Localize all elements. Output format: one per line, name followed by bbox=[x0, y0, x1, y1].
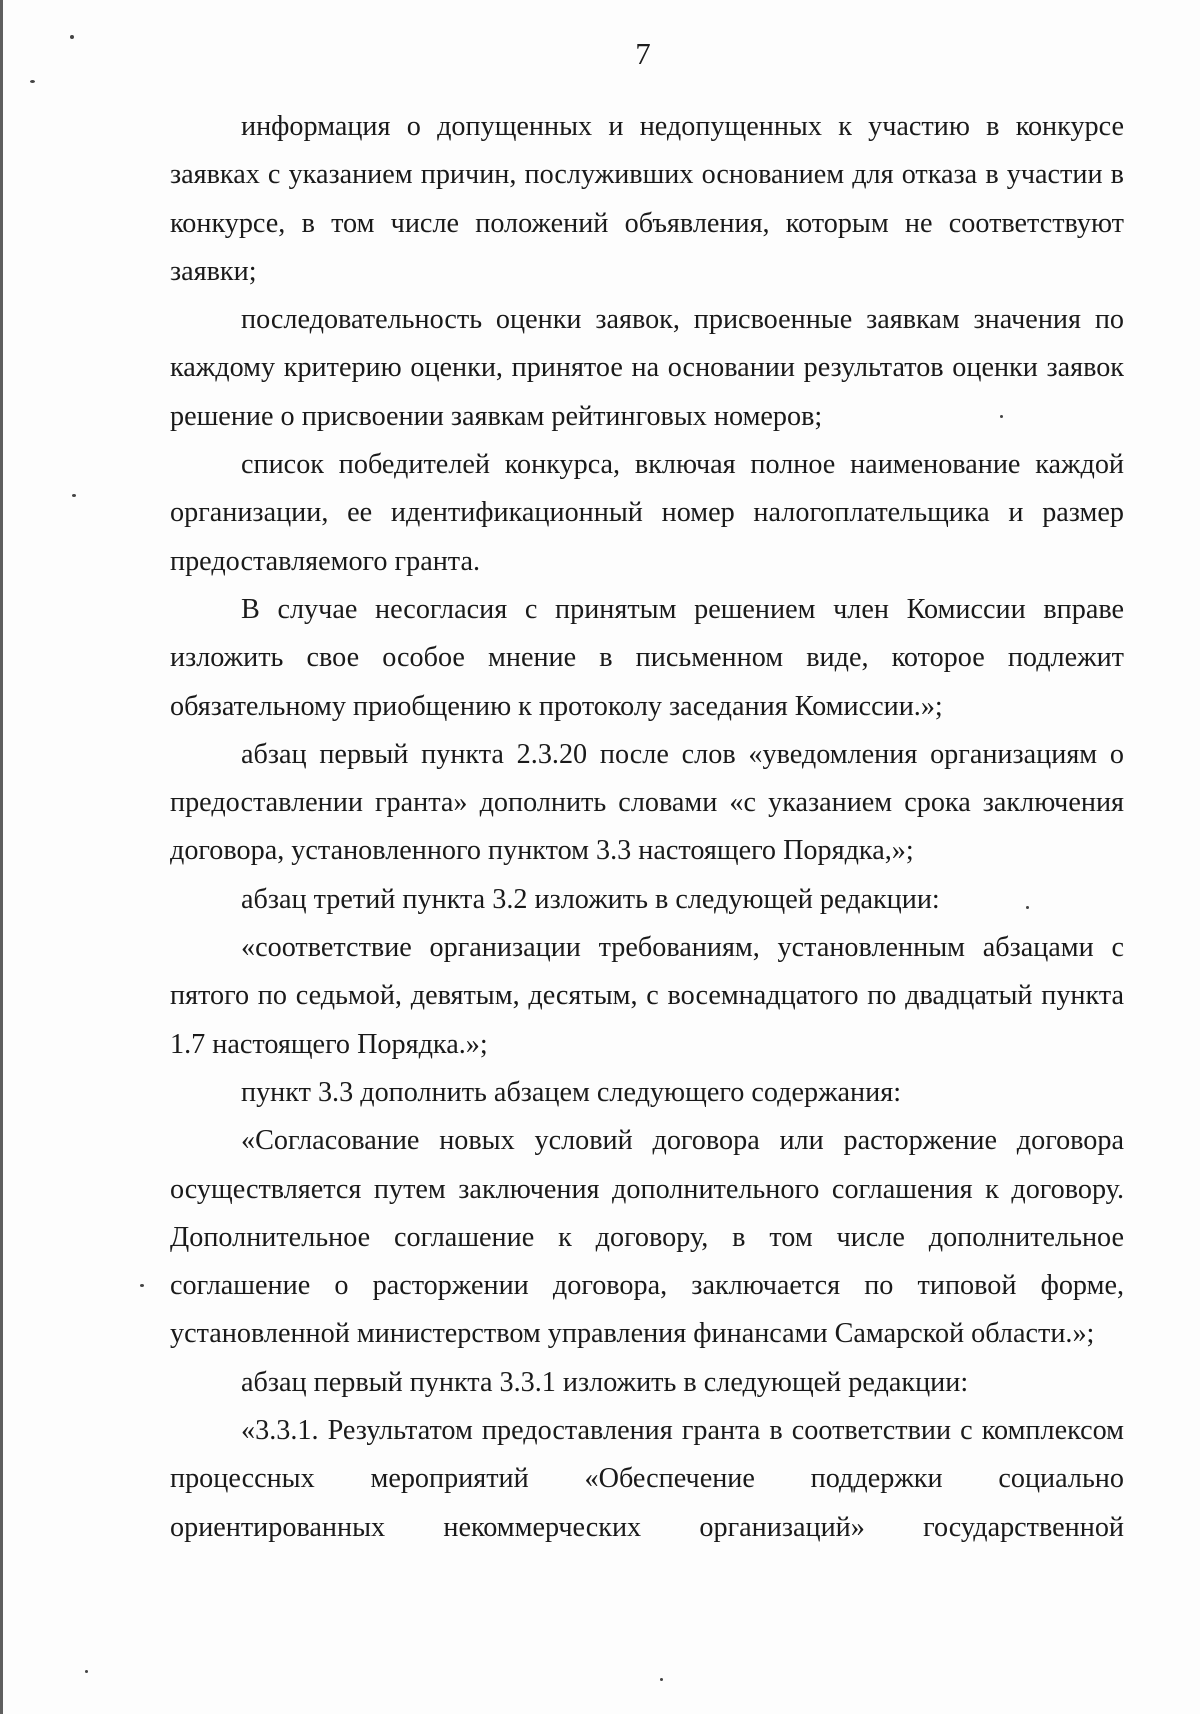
paragraph-1: информация о допущенных и недопущенных к участию в конкурсе заявках с указанием причин, послуживших основанием для отказа в участии в конкурсе, в том числе положений объявления, которым не соответствуют заявки; bbox=[170, 111, 1124, 287]
scan-speck bbox=[85, 1670, 88, 1673]
scan-speck bbox=[30, 80, 35, 83]
paragraph-8: пункт 3.3 дополнить абзацем следующего содержания: bbox=[241, 1076, 902, 1108]
scan-speck bbox=[72, 494, 76, 497]
paragraph-4: В случае несогласия с принятым решением член Комиссии вправе изложить свое особое мнение в письменном виде, которое подлежит обязательному приобщению к протоколу заседания Комиссии.»; bbox=[170, 593, 1124, 722]
scan-speck bbox=[660, 1678, 663, 1681]
paragraph-10: абзац первый пункта 3.3.1 изложить в следующей редакции: bbox=[241, 1366, 969, 1398]
paragraph-3: список победителей конкурса, включая полное наименование каждой организации, ее идентификационный номер налогоплательщика и размер предоставляемого гранта. bbox=[170, 449, 1124, 577]
paragraph-11: «3.3.1. Результатом предоставления гранта в соответствии с комплексом процессных мероприятий «Обеспечение поддержки социально ориентированных некоммерческих организаций» государственной bbox=[170, 1415, 1124, 1543]
page-number: 7 bbox=[635, 36, 651, 71]
paragraph-7: «соответствие организации требованиям, установленным абзацами с пятого по седьмой, девятым, десятым, с восемнадцатого по двадцатый пункта 1.7 настоящего Порядка.»; bbox=[170, 932, 1124, 1060]
paragraph-9: «Согласование новых условий договора или расторжение договора осуществляется путем заключения дополнительного соглашения к договору. Дополнительное соглашение к договору, в том числе дополнительное соглашение о расторжении договора, заключается по типовой форме, установленной министерством управления финансами Самарской области.»; bbox=[170, 1125, 1124, 1350]
scan-speck bbox=[1026, 906, 1029, 909]
paragraph-6: абзац третий пункта 3.2 изложить в следующей редакции: bbox=[241, 883, 940, 915]
scan-left-edge bbox=[0, 0, 3, 1714]
scan-speck bbox=[1000, 415, 1003, 418]
paragraph-2: последовательность оценки заявок, присвоенные заявкам значения по каждому критерию оценки, принятое на основании результатов оценки заявок решение о присвоении заявкам рейтинговых номеров; bbox=[170, 304, 1124, 432]
scan-speck bbox=[140, 1284, 144, 1287]
paragraph-5: абзац первый пункта 2.3.20 после слов «уведомления организациям о предоставлении гранта» дополнить словами «с указанием срока заключения договора, установленного пунктом 3.3 настоящего Порядка,»; bbox=[170, 738, 1124, 867]
document-body bbox=[170, 103, 1124, 1552]
scan-speck bbox=[70, 35, 74, 39]
